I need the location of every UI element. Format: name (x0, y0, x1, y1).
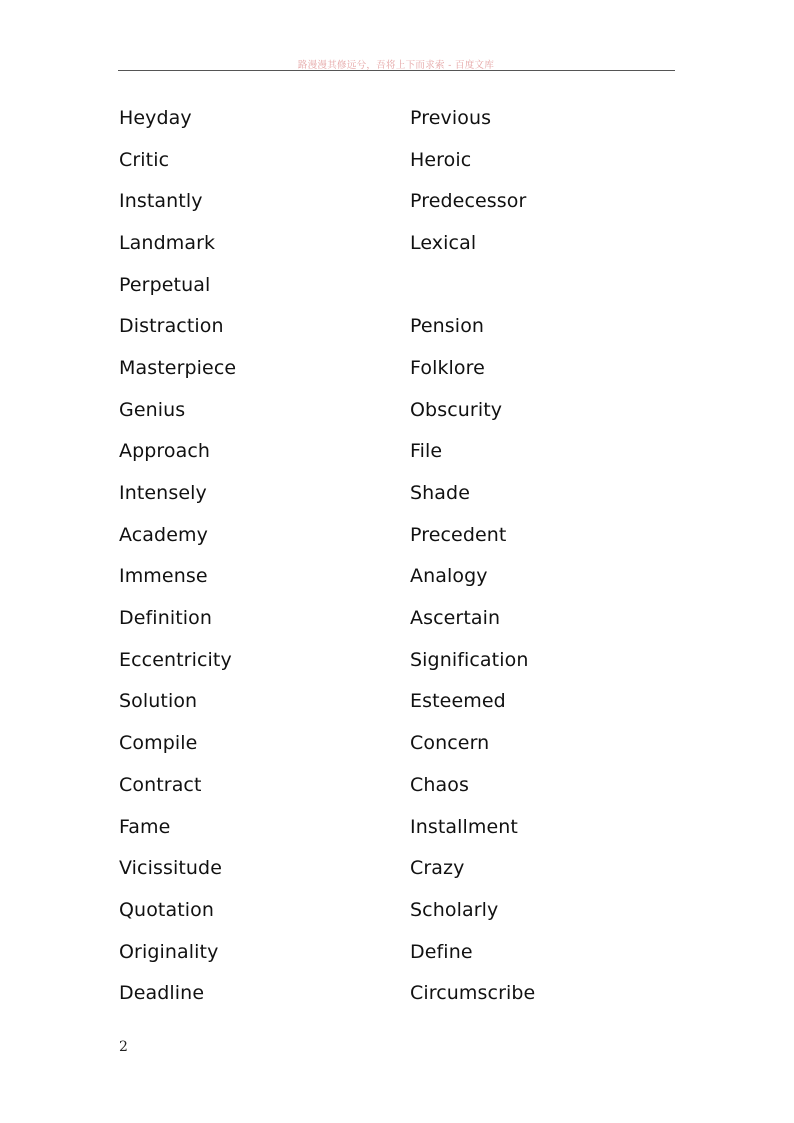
word-left: Academy (119, 523, 208, 546)
word-left: Critic (119, 148, 170, 171)
word-right: Precedent (410, 523, 507, 546)
word-left: Contract (119, 773, 202, 796)
word-left: Intensely (119, 482, 207, 505)
word-right: Heroic (410, 148, 472, 171)
word-right: File (410, 440, 443, 463)
word-left: Perpetual (119, 273, 211, 296)
word-left: Compile (119, 732, 198, 755)
word-row (119, 305, 589, 347)
word-row (119, 889, 589, 931)
page-number: 2 (119, 1039, 128, 1055)
word-row (119, 722, 589, 764)
word-row (119, 472, 589, 514)
word-right: Define (410, 940, 473, 963)
word-row (119, 222, 589, 264)
word-left: Fame (119, 815, 171, 838)
word-left: Definition (119, 607, 213, 630)
word-row (119, 264, 589, 306)
word-left: Deadline (119, 982, 205, 1005)
word-row (119, 931, 589, 973)
word-row (119, 972, 589, 1014)
word-left: Quotation (119, 898, 215, 921)
word-right: Obscurity (410, 398, 503, 421)
word-row (119, 431, 589, 473)
word-left: Masterpiece (119, 356, 237, 379)
word-right: Esteemed (410, 690, 506, 713)
page-header-text: 路漫漫其修远兮，吾将上下而求索 - 百度文库 (297, 60, 495, 71)
word-row (119, 97, 589, 139)
word-row (119, 180, 589, 222)
word-right: Signification (410, 648, 529, 671)
header-divider (118, 70, 675, 71)
word-row (119, 847, 589, 889)
word-row (119, 389, 589, 431)
word-left: Heyday (119, 106, 192, 129)
word-left: Eccentricity (119, 648, 232, 671)
word-right: Scholarly (410, 898, 499, 921)
word-row (119, 681, 589, 723)
word-left: Solution (119, 690, 198, 713)
word-right: Ascertain (410, 607, 501, 630)
word-right: Analogy (410, 565, 488, 588)
word-list (119, 97, 589, 1014)
word-right: Circumscribe (410, 982, 536, 1005)
word-right: Lexical (410, 231, 477, 254)
word-left: Immense (119, 565, 208, 588)
word-right: Shade (410, 482, 470, 505)
word-row (119, 556, 589, 598)
word-left: Landmark (119, 231, 216, 254)
word-right: Previous (410, 106, 492, 129)
word-right: Predecessor (410, 190, 527, 213)
word-left: Instantly (119, 190, 203, 213)
word-row (119, 514, 589, 556)
word-left: Vicissitude (119, 857, 223, 880)
word-right: Pension (410, 315, 485, 338)
word-right: Chaos (410, 773, 469, 796)
word-left: Genius (119, 398, 186, 421)
word-row (119, 139, 589, 181)
word-right: Concern (410, 732, 490, 755)
word-row (119, 764, 589, 806)
word-row (119, 347, 589, 389)
word-left: Approach (119, 440, 211, 463)
word-row (119, 639, 589, 681)
word-right: Folklore (410, 356, 485, 379)
word-right: Installment (410, 815, 518, 838)
word-right: Crazy (410, 857, 465, 880)
word-left: Originality (119, 940, 219, 963)
word-row (119, 597, 589, 639)
word-left: Distraction (119, 315, 224, 338)
word-row (119, 806, 589, 848)
